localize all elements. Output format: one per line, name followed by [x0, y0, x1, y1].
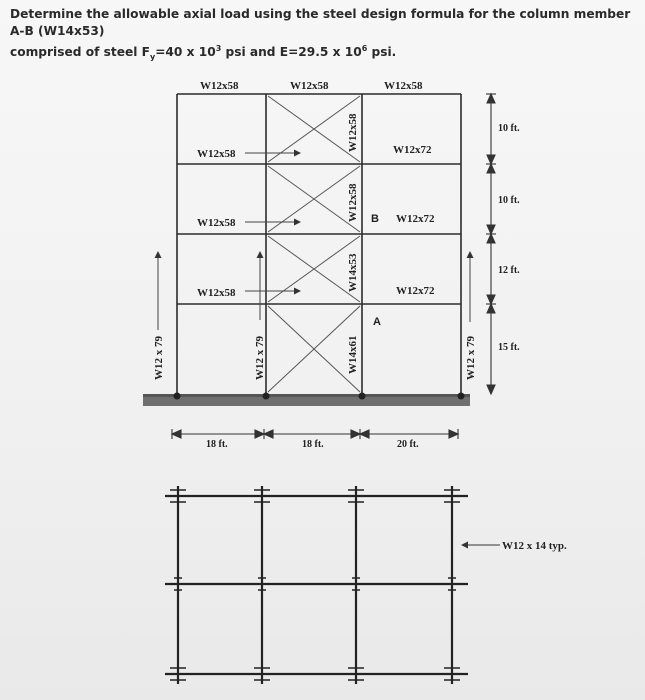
support-1 [174, 393, 181, 400]
width-arrow-0 [172, 430, 181, 438]
outer-column-label-right: W12 x 79 [465, 336, 477, 380]
height-arrow-top [487, 94, 495, 103]
height-arrow-1b [487, 164, 495, 173]
width-arrow-1b [264, 430, 273, 438]
bay-width-3: 20 ft. [397, 439, 419, 450]
column-label-2: W12x58 [347, 183, 359, 222]
left-beam-label-3: W12x58 [197, 287, 236, 299]
column-label-top: W12x58 [347, 113, 359, 152]
height-arrow-2b [487, 234, 495, 243]
ground-edge [143, 394, 470, 397]
roof-beam-label-1: W12x58 [200, 80, 239, 92]
left-beam-label-2: W12x58 [197, 217, 236, 229]
bay-width-2: 18 ft. [302, 439, 324, 450]
right-beam-label-3: W12x72 [396, 285, 435, 297]
problem-line-1: Determine the allowable axial load using the steel design formula for the column member A-B (W14x53) [10, 7, 631, 38]
roof-beam-label-3: W12x58 [384, 80, 423, 92]
column-label-4: W14x61 [347, 335, 359, 374]
point-b-label: B [371, 213, 379, 225]
support-2 [263, 393, 270, 400]
story-height-4: 15 ft. [498, 342, 520, 353]
width-arrow-2b [360, 430, 369, 438]
height-arrow-bottom [487, 385, 495, 394]
right-beam-label-1: W12x72 [393, 144, 432, 156]
story-height-3: 12 ft. [498, 265, 520, 276]
height-arrow-3b [487, 304, 495, 313]
bay-width-1: 18 ft. [206, 439, 228, 450]
plan-view [165, 486, 468, 684]
roof-beam-label-2: W12x58 [290, 80, 329, 92]
beam-leaders [245, 153, 300, 291]
width-arrow-3 [449, 430, 458, 438]
story-height-2: 10 ft. [498, 195, 520, 206]
frame-members [177, 94, 461, 396]
support-4 [458, 393, 465, 400]
height-dimensions [486, 94, 496, 394]
support-3 [359, 393, 366, 400]
right-beam-label-2: W12x72 [396, 213, 435, 225]
outer-column-label-left: W12 x 79 [153, 336, 165, 380]
inner-column-label: W12 x 79 [254, 336, 266, 380]
width-dimensions [172, 429, 458, 439]
point-a-label: A [373, 316, 381, 328]
plan-callout-label: W12 x 14 typ. [502, 540, 567, 552]
left-beam-label-1: W12x58 [197, 148, 236, 160]
story-height-1: 10 ft. [498, 123, 520, 134]
problem-line-2: comprised of steel $F_y=40$ x $10^3$ psi and E=29.5 x $10^6$ psi. [10, 44, 397, 62]
column-label-3: W14x53 [347, 253, 359, 292]
